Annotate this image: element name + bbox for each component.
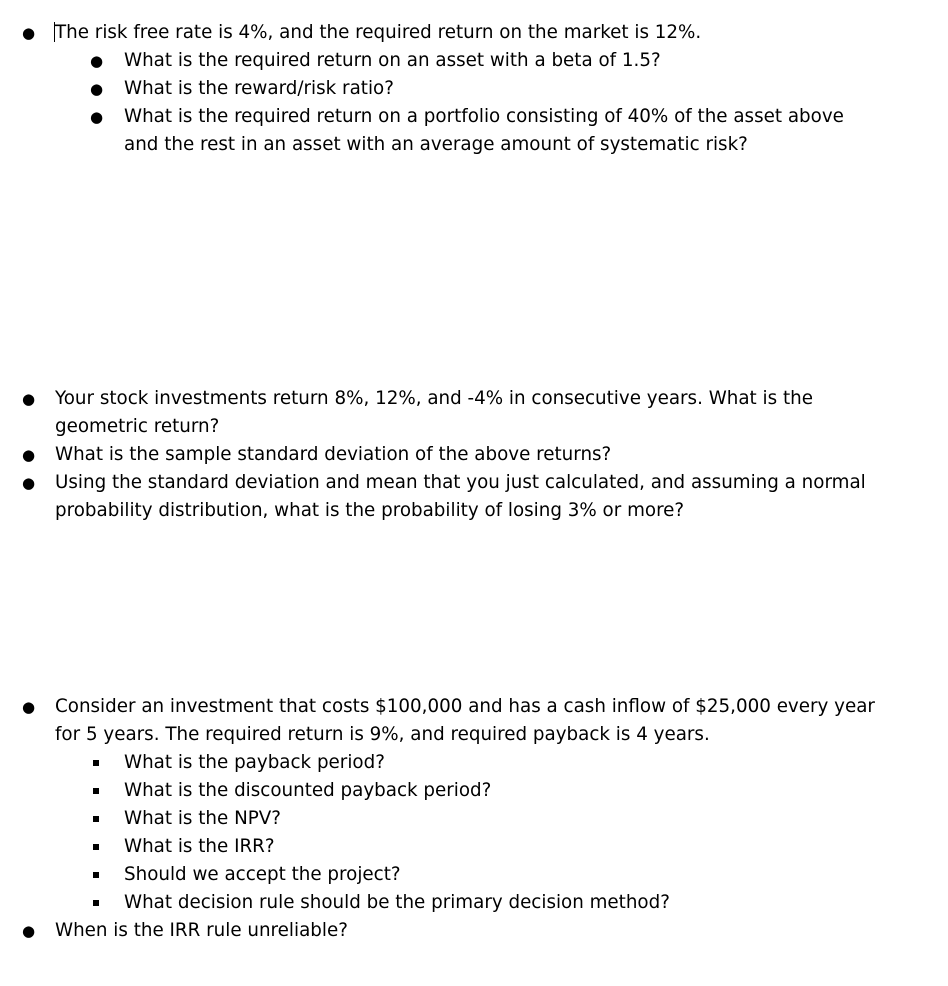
subquestion: What is the required return on an asset with a beta of 1.5? [124,50,661,71]
question-std-dev: What is the sample standard deviation of the above returns? [55,444,612,465]
question-investment-continued: for 5 years. The required return is 9%, and required payback is 4 years. [55,724,710,745]
bullet: ● [22,922,36,940]
square-bullet [93,900,99,906]
bullet: ● [22,474,36,492]
bullet: ● [22,390,36,408]
bullet: ● [90,52,104,70]
subquestion: What is the IRR? [124,836,275,857]
question-risk-free-rate: The risk free rate is 4%, and the required return on the market is 12%. [55,22,702,43]
subquestion: What is the reward/risk ratio? [124,78,394,99]
question-stock-returns-continued: geometric return? [55,416,220,437]
subquestion: What is the payback period? [124,752,385,773]
question-investment: Consider an investment that costs $100,000 and has a cash inflow of $25,000 every year [55,696,875,717]
square-bullet [93,816,99,822]
bullet: ● [90,108,104,126]
question-probability: Using the standard deviation and mean that you just calculated, and assuming a normal [55,472,866,493]
bullet: ● [22,24,36,42]
subquestion-continued: and the rest in an asset with an average amount of systematic risk? [124,134,748,155]
subquestion: What is the required return on a portfolio consisting of 40% of the asset above [124,106,844,127]
bullet: ● [22,698,36,716]
subquestion: Should we accept the project? [124,864,401,885]
question-stock-returns: Your stock investments return 8%, 12%, and -4% in consecutive years. What is the [55,388,813,409]
subquestion: What decision rule should be the primary decision method? [124,892,670,913]
square-bullet [93,760,99,766]
bullet: ● [90,80,104,98]
question-probability-continued: probability distribution, what is the probability of losing 3% or more? [55,500,685,521]
square-bullet [93,788,99,794]
question-irr-unreliable: When is the IRR rule unreliable? [55,920,348,941]
square-bullet [93,872,99,878]
square-bullet [93,844,99,850]
bullet: ● [22,446,36,464]
subquestion: What is the discounted payback period? [124,780,492,801]
subquestion: What is the NPV? [124,808,281,829]
